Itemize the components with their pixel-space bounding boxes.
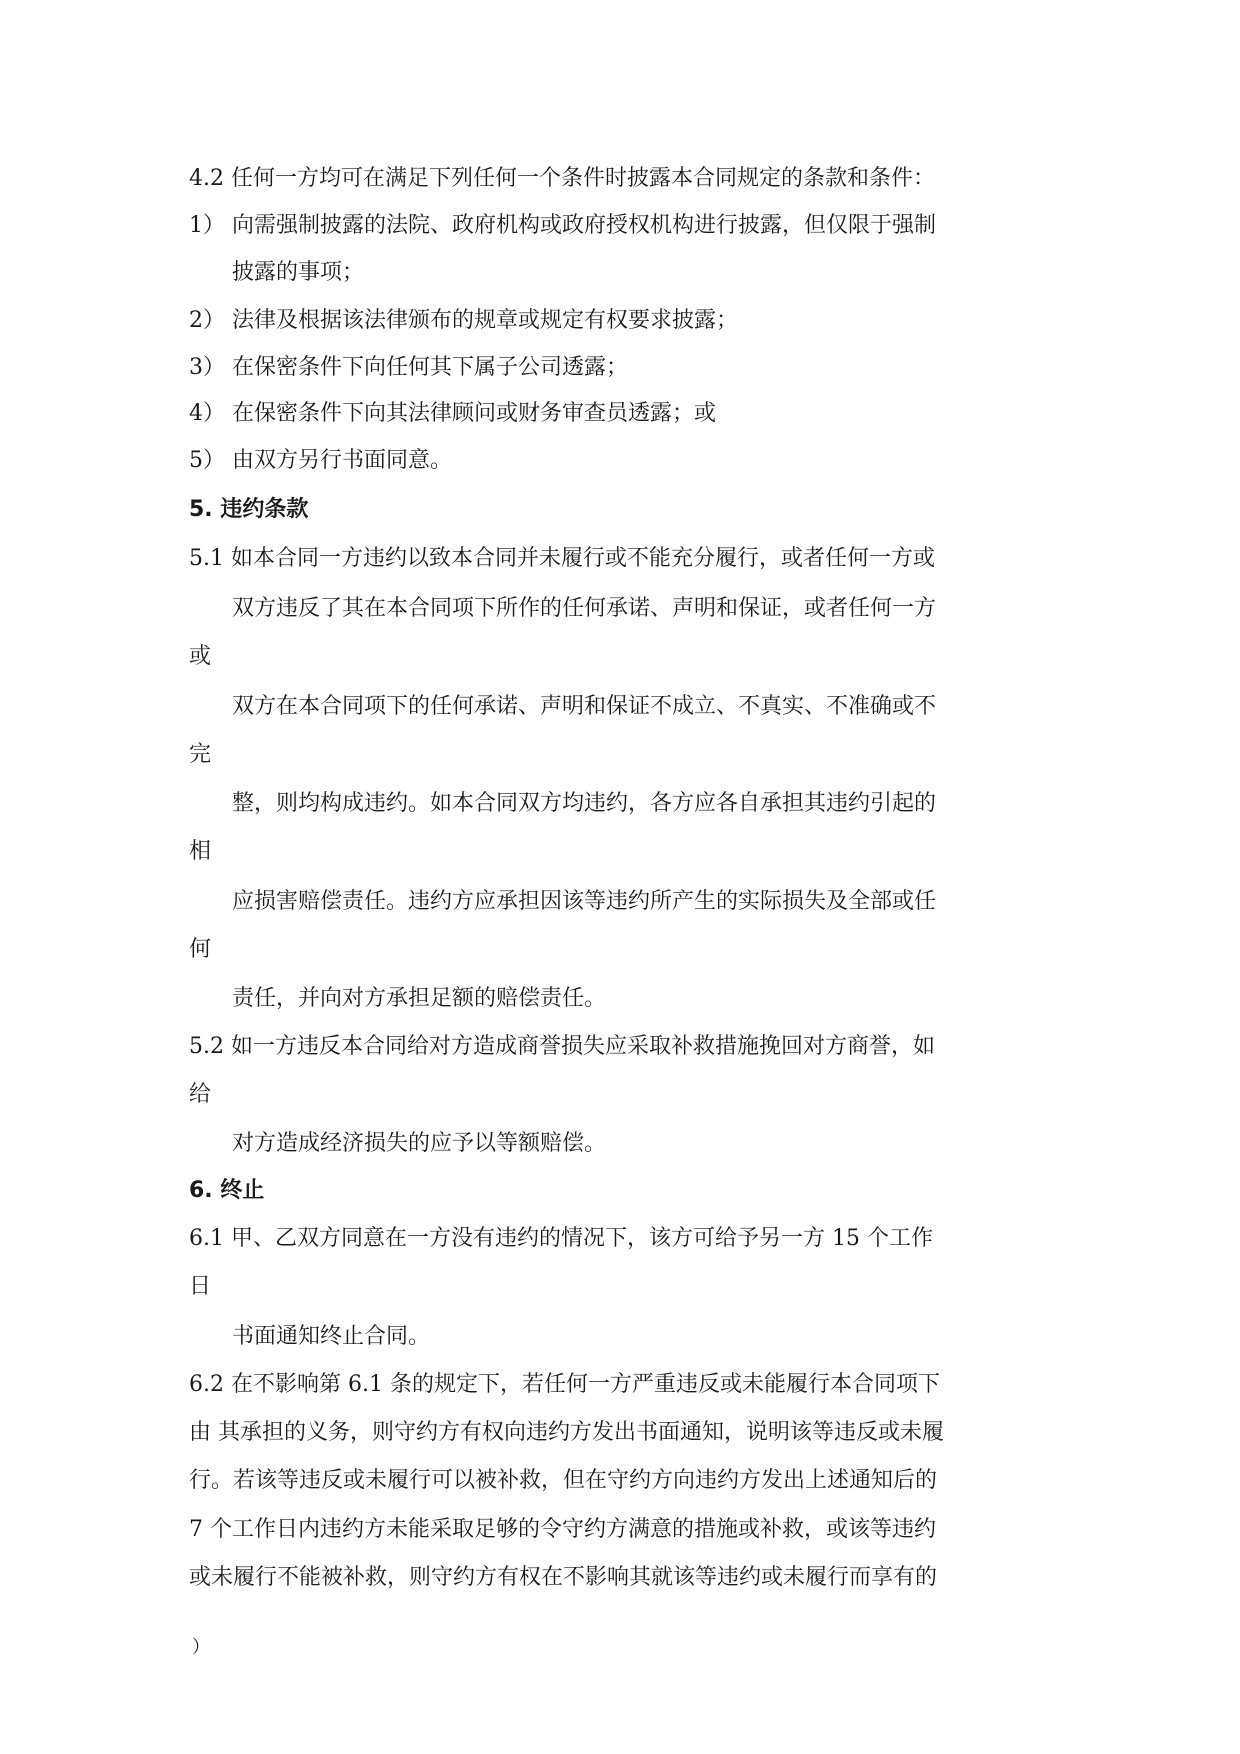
list-item-1: 1） 向需强制披露的法院、政府机构或政府授权机构进行披露，但仅限于强制 (189, 213, 936, 238)
page-footer: ） (192, 1637, 210, 1658)
clause-5-1-wrap-4: 何 (189, 937, 212, 962)
clause-6-2-line-2: 由 其承担的义务，则守约方有权向违约方发出书面通知，说明该等违反或未履 (189, 1420, 944, 1445)
clause-6-2-line-4: 7 个工作日内违约方未能采取足够的令守约方满意的措施或补救，或该等违约 (189, 1517, 936, 1542)
clause-5-2-wrap: 给 (189, 1082, 212, 1107)
clause-5-1-line-2: 双方违反了其在本合同项下所作的任何承诺、声明和保证，或者任何一方 (232, 596, 937, 621)
section-5-heading: 5. 违约条款 (189, 497, 309, 522)
clause-6-1-wrap: 日 (189, 1274, 212, 1299)
section-6-heading: 6. 终止 (189, 1178, 265, 1203)
clause-4-2: 4.2 任何一方均可在满足下列任何一个条件时披露本合同规定的条款和条件： (189, 166, 935, 191)
clause-5-1-wrap-2: 完 (189, 742, 212, 767)
clause-5-2: 5.2 如一方违反本合同给对方造成商誉损失应采取补救措施挽回对方商誉，如 (189, 1034, 935, 1059)
list-item-3: 3） 在保密条件下向任何其下属子公司透露； (189, 355, 628, 380)
clause-5-1-wrap-3: 相 (189, 839, 212, 864)
list-item-1-continued: 披露的事项； (232, 260, 365, 285)
clause-6-2-line-5: 或未履行不能被补救，则守约方有权在不影响其就该等违约或未履行而享有的 (189, 1565, 938, 1590)
clause-5-1-wrap-1: 或 (189, 644, 212, 669)
clause-6-2-line-3: 行。若该等违反或未履行可以被补救，但在守约方向违约方发出上述通知后的 (189, 1468, 938, 1493)
list-item-4: 4） 在保密条件下向其法律顾问或财务审查员透露；或 (189, 401, 716, 426)
clause-5-1-line-4: 整，则均构成违约。如本合同双方均违约，各方应各自承担其违约引起的 (232, 791, 937, 816)
clause-6-1: 6.1 甲、乙双方同意在一方没有违约的情况下，该方可给予另一方 15 个工作 (189, 1226, 933, 1251)
clause-5-1-line-5: 应损害赔偿责任。违约方应承担因该等违约所产生的实际损失及全部或任 (232, 889, 937, 914)
clause-5-1-line-6: 责任，并向对方承担足额的赔偿责任。 (232, 986, 607, 1011)
list-item-5: 5） 由双方另行书面同意。 (189, 448, 452, 473)
clause-5-1-line-3: 双方在本合同项下的任何承诺、声明和保证不成立、不真实、不准确或不 (232, 694, 937, 719)
clause-6-2: 6.2 在不影响第 6.1 条的规定下，若任何一方严重违反或未能履行本合同项下 (189, 1372, 940, 1397)
clause-5-2-line-2: 对方造成经济损失的应予以等额赔偿。 (232, 1131, 607, 1156)
clause-5-1: 5.1 如本合同一方违约以致本合同并未履行或不能充分履行，或者任何一方或 (189, 546, 935, 571)
list-item-2: 2） 法律及根据该法律颁布的规章或规定有权要求披露； (189, 308, 738, 333)
clause-6-1-line-2: 书面通知终止合同。 (232, 1324, 431, 1349)
